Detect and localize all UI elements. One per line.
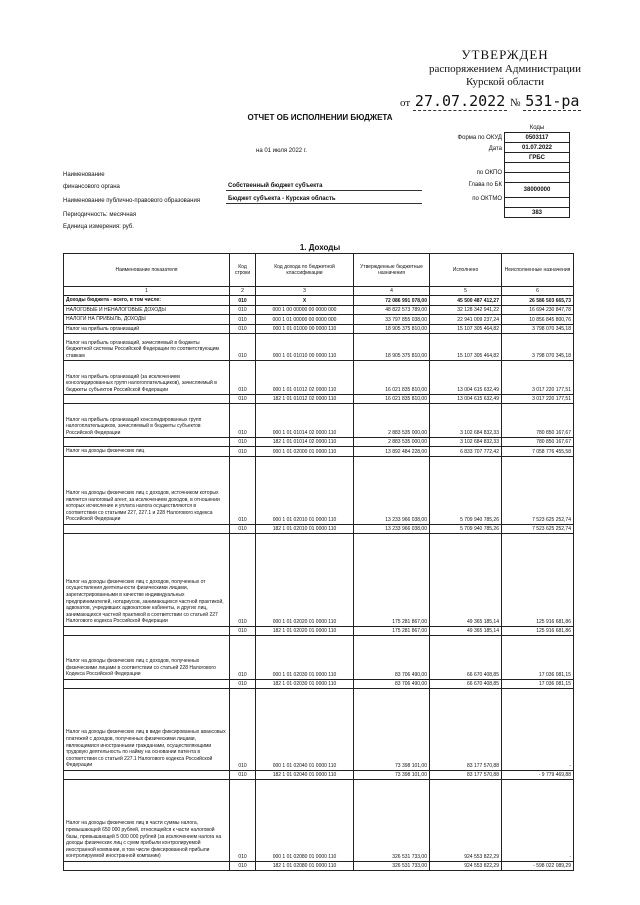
oktmo-value: 38000000 xyxy=(505,183,570,198)
cell-kbk: 000 1 00 00000 00 0000 000 xyxy=(256,305,354,315)
table-row xyxy=(64,779,574,861)
cell-kbk: X xyxy=(256,296,354,306)
ppo-underline xyxy=(226,203,422,204)
cell-code: 010 xyxy=(230,688,256,770)
cell-code: 010 xyxy=(230,438,256,447)
cell-rest: 7 523 625 252,74 xyxy=(502,524,574,533)
column-number: 5 xyxy=(430,287,502,296)
okpo-value xyxy=(505,163,570,173)
table-row xyxy=(64,305,574,315)
table-row xyxy=(64,438,574,447)
cell-name: Налог на доходы физических лиц с доходов, источником которых является налоговый агент, за исключением доходов, в отношении которых исчисление и уплата налога осуществляются в соответствии со статьями 227, 227.1 и 228 Налогового кодекса Российской Федерации xyxy=(64,456,230,524)
cell-plan: 48 822 573 789,00 xyxy=(354,305,430,315)
cell-rest: 3 017 220 177,51 xyxy=(502,395,574,404)
approval-number-sign: № xyxy=(509,97,521,109)
date-value: 01.07.2022 xyxy=(505,143,570,153)
cell-code: 010 xyxy=(230,770,256,779)
table-row xyxy=(64,688,574,770)
cell-name: Налог на прибыль организаций, зачисляемый в бюджеты бюджетной системы Российской Федерации по соответствующим ставкам xyxy=(64,334,230,361)
table-row xyxy=(64,456,574,524)
cell-name: Налог на прибыль организаций консолидированных групп налогоплательщиков, зачисляемый в бюджеты субъектов Российской Федерации xyxy=(64,404,230,438)
fin-organ-value: Собственный бюджет субъекта xyxy=(228,183,323,189)
cell-code: 010 xyxy=(230,324,256,334)
cell-done: 66 670 408,85 xyxy=(430,679,502,688)
cell-name xyxy=(64,524,230,533)
cell-plan: 2 883 535 000,00 xyxy=(354,438,430,447)
table-row xyxy=(64,524,574,533)
period-label: Периодичность: месячная xyxy=(63,212,137,218)
codes-box xyxy=(504,123,570,218)
cell-plan: 83 706 490,00 xyxy=(354,635,430,679)
cell-rest: 3 798 070 345,18 xyxy=(502,334,574,361)
cell-code: 010 xyxy=(230,456,256,524)
table-row xyxy=(64,861,574,870)
cell-plan: 13 233 966 038,00 xyxy=(354,524,430,533)
cell-rest: 17 036 081,15 xyxy=(502,679,574,688)
cell-done: 924 553 822,29 xyxy=(430,779,502,861)
cell-kbk: 182 1 01 02080 01 0000 110 xyxy=(256,861,354,870)
income-table xyxy=(63,253,574,871)
fin-organ-label: финансового органа xyxy=(63,184,120,190)
cell-rest: - 9 779 469,88 xyxy=(502,770,574,779)
cell-code: 010 xyxy=(230,315,256,325)
column-header: Утвержденные бюджетные назначения xyxy=(354,254,430,287)
cell-name xyxy=(64,626,230,635)
cell-code: 010 xyxy=(230,334,256,361)
cell-code: 010 xyxy=(230,635,256,679)
table-row xyxy=(64,770,574,779)
approval-prefix: от xyxy=(400,97,411,109)
cell-name: НАЛОГИ НА ПРИБЫЛЬ, ДОХОДЫ xyxy=(64,315,230,325)
cell-done: 15 107 305 464,82 xyxy=(430,334,502,361)
cell-name xyxy=(64,438,230,447)
glava-label: Глава по БК xyxy=(468,182,502,188)
column-header: Наименование показателя xyxy=(64,254,230,287)
cell-rest: 125 916 681,86 xyxy=(502,626,574,635)
cell-plan: 83 706 490,00 xyxy=(354,679,430,688)
cell-plan: 2 883 535 000,00 xyxy=(354,404,430,438)
cell-code: 010 xyxy=(230,524,256,533)
cell-plan: 73 398 101,00 xyxy=(354,770,430,779)
oktmo-label: по ОКТМО xyxy=(472,196,502,202)
cell-kbk: 000 1 01 00000 00 0000 000 xyxy=(256,315,354,325)
cell-done: 32 128 342 941,22 xyxy=(430,305,502,315)
cell-code: 010 xyxy=(230,533,256,626)
cell-done: 83 177 570,88 xyxy=(430,688,502,770)
cell-done: 5 709 940 785,26 xyxy=(430,456,502,524)
cell-rest: 125 916 681,86 xyxy=(502,533,574,626)
cell-rest: 7 523 625 252,74 xyxy=(502,456,574,524)
column-number: 1 xyxy=(64,287,230,296)
cell-name: НАЛОГОВЫЕ И НЕНАЛОГОВЫЕ ДОХОДЫ xyxy=(64,305,230,315)
cell-rest: - 598 022 089,29 xyxy=(502,861,574,870)
cell-done: 22 941 009 237,24 xyxy=(430,315,502,325)
cell-kbk: 000 1 01 02040 01 0000 110 xyxy=(256,688,354,770)
cell-name: Налог на доходы физических лиц с доходов, полученных физическими лицами в соответствии со статьей 228 Налогового Кодекса Российской Федерации xyxy=(64,635,230,679)
report-title: ОТЧЕТ ОБ ИСПОЛНЕНИИ БЮДЖЕТА xyxy=(247,113,393,122)
cell-name xyxy=(64,770,230,779)
cell-plan: 175 281 867,00 xyxy=(354,626,430,635)
column-number: 2 xyxy=(230,287,256,296)
cell-done: 13 004 615 632,49 xyxy=(430,395,502,404)
cell-name: Налог на прибыль организаций xyxy=(64,324,230,334)
column-number-row xyxy=(64,287,574,296)
cell-kbk: 000 1 01 01012 02 0000 110 xyxy=(256,361,354,395)
date-label: Дата xyxy=(488,146,502,152)
glava-value xyxy=(505,173,570,183)
cell-rest: 16 694 230 847,78 xyxy=(502,305,574,315)
section-title: 1. Доходы xyxy=(299,243,341,252)
table-row xyxy=(64,626,574,635)
okpo-label: по ОКПО xyxy=(476,170,502,176)
cell-kbk: 000 1 01 01010 00 0000 110 xyxy=(256,334,354,361)
table-row xyxy=(64,361,574,395)
unit-code: 383 xyxy=(505,208,570,218)
cell-name: Налог на прибыль организаций (за исключением консолидированных групп налогоплательщиков), зачисляемый в бюджеты субъектов Российской Федерации xyxy=(64,361,230,395)
cell-kbk: 000 1 01 02000 01 0000 110 xyxy=(256,447,354,457)
cell-rest: 10 856 845 800,76 xyxy=(502,315,574,325)
cell-done: 13 004 615 632,49 xyxy=(430,361,502,395)
cell-name: Налог на доходы физических лиц с доходов, полученных от осуществления деятельности физическими лицами, зарегистрированными в качестве индивидуальных предпринимателей, нотариусов, занимающихся частной практикой, адвокатов, учредивших адвокатские кабинеты, и других лиц, занимающихся частной практикой в соответствии со статьей 227 Налогового кодекса Российской Федерации xyxy=(64,533,230,626)
table-row xyxy=(64,533,574,626)
cell-kbk: 182 1 01 02020 01 0000 110 xyxy=(256,626,354,635)
cell-code: 010 xyxy=(230,626,256,635)
cell-done: 49 365 185,14 xyxy=(430,533,502,626)
cell-done: 5 709 940 785,26 xyxy=(430,524,502,533)
cell-done: 66 670 408,85 xyxy=(430,635,502,679)
cell-rest: 17 036 081,15 xyxy=(502,635,574,679)
column-header: Исполнено xyxy=(430,254,502,287)
cell-name: Налог на доходы физических лиц в части суммы налога, превышающей 650 000 рублей, относящейся к части налоговой базы, превышающей 5 000 000 рублей (за исключением налога на доходы физических лиц с сумм прибыли контролируемой иностранной компании, в том числе фиксированной прибыли контролируемой иностранной компании) xyxy=(64,779,230,861)
approval-number: 531-ра xyxy=(525,92,580,110)
cell-plan: 72 086 991 078,00 xyxy=(354,296,430,306)
column-header: Код строки xyxy=(230,254,256,287)
table-row xyxy=(64,635,574,679)
cell-rest: 7 058 776 455,58 xyxy=(502,447,574,457)
cell-plan: 13 892 484 228,00 xyxy=(354,447,430,457)
cell-done: 83 177 570,88 xyxy=(430,770,502,779)
cell-kbk: 182 1 01 02010 01 0000 110 xyxy=(256,524,354,533)
cell-code: 010 xyxy=(230,361,256,395)
approval-line-2: распоряжением Администрации xyxy=(429,63,581,75)
cell-code: 010 xyxy=(230,296,256,306)
table-row xyxy=(64,315,574,325)
unit-label: Единица измерения: руб. xyxy=(63,224,134,230)
date-line: на 01 июля 2022 г. xyxy=(256,148,307,154)
cell-name xyxy=(64,861,230,870)
cell-plan: 326 531 733,00 xyxy=(354,861,430,870)
table-row xyxy=(64,404,574,438)
cell-kbk: 000 1 01 02030 01 0000 110 xyxy=(256,635,354,679)
okud-value: 0503117 xyxy=(505,133,570,143)
cell-kbk: 182 1 01 02030 01 0000 110 xyxy=(256,679,354,688)
cell-rest: 3 017 220 177,51 xyxy=(502,361,574,395)
column-number: 3 xyxy=(256,287,354,296)
cell-kbk: 000 1 01 02010 01 0000 110 xyxy=(256,456,354,524)
table-row xyxy=(64,324,574,334)
column-number: 6 xyxy=(502,287,574,296)
table-row xyxy=(64,395,574,404)
approval-date-line xyxy=(400,92,610,110)
cell-kbk: 182 1 01 02040 01 0000 110 xyxy=(256,770,354,779)
cell-plan: 16 021 835 810,00 xyxy=(354,361,430,395)
grbs-value: ГРБС xyxy=(505,153,570,163)
cell-kbk: 000 1 01 01014 02 0000 110 xyxy=(256,404,354,438)
cell-rest: 780 850 167,67 xyxy=(502,404,574,438)
cell-code: 010 xyxy=(230,404,256,438)
cell-name: Налог на доходы физических лиц xyxy=(64,447,230,457)
cell-plan: 326 531 733,00 xyxy=(354,779,430,861)
column-header: Неисполненные назначения xyxy=(502,254,574,287)
table-header-row xyxy=(64,254,574,287)
cell-plan: 175 281 867,00 xyxy=(354,533,430,626)
cell-code: 010 xyxy=(230,305,256,315)
cell-code: 010 xyxy=(230,779,256,861)
cell-code: 010 xyxy=(230,861,256,870)
cell-done: 3 102 684 832,33 xyxy=(430,438,502,447)
period-code xyxy=(505,198,570,208)
column-number: 4 xyxy=(354,287,430,296)
cell-done: 6 833 707 772,42 xyxy=(430,447,502,457)
cell-done: 924 553 822,29 xyxy=(430,861,502,870)
cell-plan: 16 021 835 810,00 xyxy=(354,395,430,404)
cell-kbk: 000 1 01 02080 01 0000 110 xyxy=(256,779,354,861)
cell-name: Доходы бюджета - всего, в том числе: xyxy=(64,296,230,306)
approval-date: 27.07.2022 xyxy=(414,92,506,110)
cell-name xyxy=(64,395,230,404)
table-row xyxy=(64,447,574,457)
okud-label: Форма по ОКУД xyxy=(457,135,502,141)
ppo-value: Бюджет субъекта - Курская область xyxy=(228,196,336,202)
cell-name: Налог на доходы физических лиц в виде фиксированных авансовых платежей с доходов, полученных физическими лицами, являющимися иностранными гражданами, осуществляющими трудовую деятельность по найму на основании патента в соответствии со статьей 227.1 Налогового кодекса Российской Федерации xyxy=(64,688,230,770)
cell-kbk: 000 1 01 02020 01 0000 110 xyxy=(256,533,354,626)
table-row xyxy=(64,334,574,361)
cell-kbk: 182 1 01 01012 02 0000 110 xyxy=(256,395,354,404)
cell-rest: 3 798 070 345,18 xyxy=(502,324,574,334)
cell-plan: 13 233 966 038,00 xyxy=(354,456,430,524)
approval-block xyxy=(400,48,610,110)
codes-header: Коды xyxy=(529,124,545,131)
cell-done: 15 107 305 464,82 xyxy=(430,324,502,334)
cell-rest: - xyxy=(502,688,574,770)
cell-rest: - xyxy=(502,779,574,861)
approval-line-3: Курской области xyxy=(465,76,545,88)
cell-code: 010 xyxy=(230,395,256,404)
cell-plan: 18 905 375 810,00 xyxy=(354,324,430,334)
cell-code: 010 xyxy=(230,679,256,688)
cell-plan: 73 398 101,00 xyxy=(354,688,430,770)
column-header: Код дохода по бюджетной классификации xyxy=(256,254,354,287)
cell-done: 3 102 684 832,33 xyxy=(430,404,502,438)
cell-code: 010 xyxy=(230,447,256,457)
cell-name xyxy=(64,679,230,688)
cell-plan: 33 797 855 038,00 xyxy=(354,315,430,325)
cell-plan: 18 905 375 810,00 xyxy=(354,334,430,361)
table-row xyxy=(64,679,574,688)
cell-kbk: 182 1 01 01014 02 0000 110 xyxy=(256,438,354,447)
table-row xyxy=(64,296,574,306)
cell-rest: 26 586 503 665,73 xyxy=(502,296,574,306)
fin-organ-underline xyxy=(226,190,422,191)
name-label: Наименование xyxy=(63,172,105,178)
cell-kbk: 000 1 01 01000 00 0000 110 xyxy=(256,324,354,334)
cell-rest: 780 850 167,67 xyxy=(502,438,574,447)
approval-title: УТВЕРЖДЕН xyxy=(461,47,549,62)
cell-done: 45 500 487 412,27 xyxy=(430,296,502,306)
ppo-label: Наименование публично-правового образования xyxy=(63,198,201,204)
cell-done: 49 365 185,14 xyxy=(430,626,502,635)
